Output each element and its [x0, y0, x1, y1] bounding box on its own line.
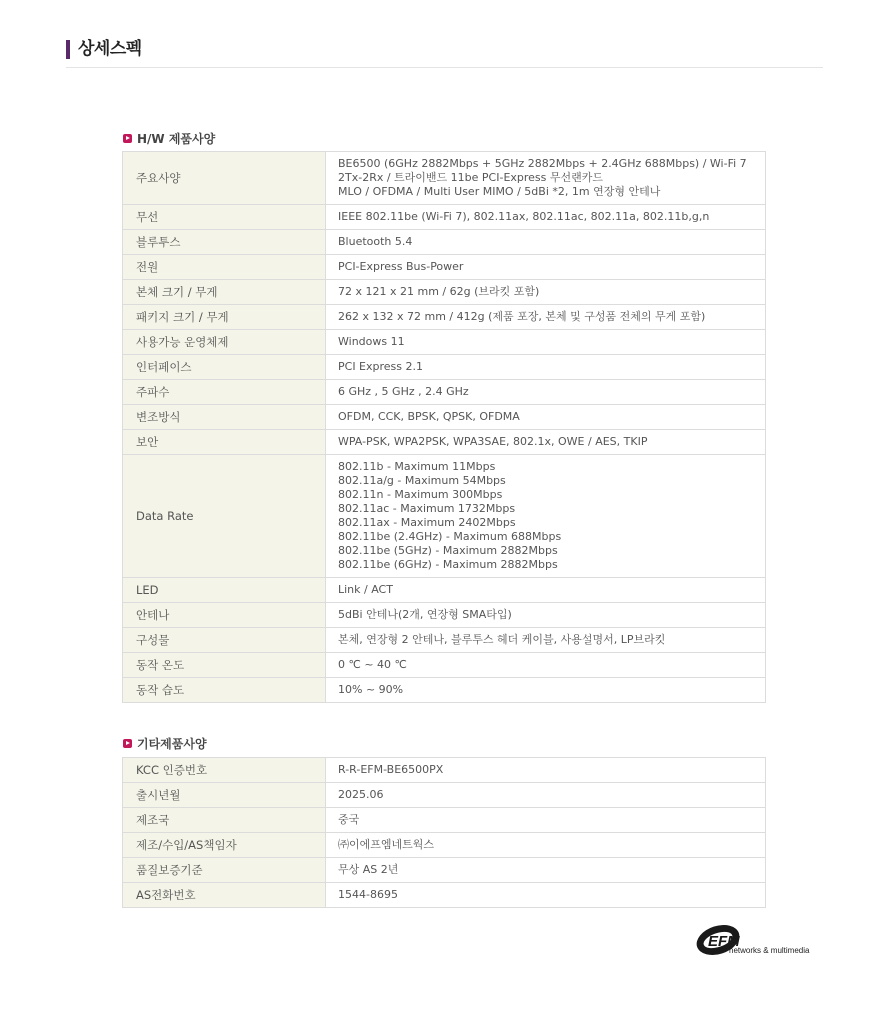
spec-value-line: 6 GHz , 5 GHz , 2.4 GHz: [338, 385, 469, 398]
spec-value: [326, 833, 766, 858]
spec-value-line: 262 x 132 x 72 mm / 412g (제품 포장, 본체 및 구성품 전체의 무게 포함): [338, 310, 706, 323]
spec-value: [326, 255, 766, 280]
spec-value: [326, 152, 766, 205]
spec-key: 사용가능 운영체제: [123, 330, 326, 355]
hw-spec-row: [123, 678, 766, 703]
hw-spec-row: [123, 305, 766, 330]
hw-spec-row: [123, 578, 766, 603]
spec-value-line: 중국: [338, 813, 360, 826]
spec-value-line: 본체, 연장형 2 안테나, 블루투스 헤더 케이블, 사용설명서, LP브라킷: [338, 633, 666, 646]
spec-key: 제조국: [123, 808, 326, 833]
spec-value: [326, 653, 766, 678]
spec-value-line: 2Tx-2Rx / 트라이밴드 11be PCI-Express 무선랜카드: [338, 171, 604, 184]
etc-spec-row: [123, 758, 766, 783]
spec-value-line: PCI Express 2.1: [338, 360, 423, 373]
spec-value: [326, 280, 766, 305]
spec-value: [326, 603, 766, 628]
spec-value-line: BE6500 (6GHz 2882Mbps + 5GHz 2882Mbps + 2.4GHz 688Mbps) / Wi-Fi 7: [338, 157, 747, 170]
page-title: 상세스펙: [78, 39, 142, 59]
spec-key: Data Rate: [123, 455, 326, 578]
spec-value: [326, 380, 766, 405]
hw-spec-row: [123, 205, 766, 230]
bullet-arrow-icon: [123, 739, 132, 748]
spec-value-line: 802.11a/g - Maximum 54Mbps: [338, 474, 506, 487]
hw-section-label: H/W 제품사양: [137, 132, 216, 146]
spec-key: 구성물: [123, 628, 326, 653]
spec-key: 본체 크기 / 무게: [123, 280, 326, 305]
spec-value-line: 802.11ax - Maximum 2402Mbps: [338, 516, 516, 529]
spec-value: [326, 678, 766, 703]
spec-key: 제조/수입/AS책임자: [123, 833, 326, 858]
hw-spec-row: [123, 603, 766, 628]
hw-spec-row: [123, 430, 766, 455]
spec-key: 인터페이스: [123, 355, 326, 380]
spec-value-line: OFDM, CCK, BPSK, QPSK, OFDMA: [338, 410, 520, 423]
spec-value: [326, 628, 766, 653]
hw-spec-row: [123, 330, 766, 355]
spec-value-line: IEEE 802.11be (Wi-Fi 7), 802.11ax, 802.11ac, 802.11a, 802.11b,g,n: [338, 210, 710, 223]
spec-value: [326, 430, 766, 455]
spec-value-line: ㈜이에프엠네트웍스: [338, 838, 435, 851]
spec-value: [326, 578, 766, 603]
spec-value-line: MLO / OFDMA / Multi User MIMO / 5dBi *2, 1m 연장형 안테나: [338, 185, 661, 198]
spec-value: [326, 455, 766, 578]
hw-spec-row: [123, 653, 766, 678]
spec-value-line: 무상 AS 2년: [338, 863, 399, 876]
etc-section-title: [123, 736, 207, 752]
spec-key: 전원: [123, 255, 326, 280]
spec-value: [326, 405, 766, 430]
logo-tagline: networks & multimedia: [729, 946, 810, 955]
etc-spec-table: [122, 757, 766, 908]
hw-spec-row: [123, 405, 766, 430]
hw-spec-row: [123, 628, 766, 653]
spec-key: 주요사양: [123, 152, 326, 205]
spec-value-line: 802.11b - Maximum 11Mbps: [338, 460, 496, 473]
spec-value-line: 72 x 121 x 21 mm / 62g (브라킷 포함): [338, 285, 540, 298]
spec-key: 보안: [123, 430, 326, 455]
spec-value: [326, 230, 766, 255]
spec-key: AS전화번호: [123, 883, 326, 908]
spec-key: 안테나: [123, 603, 326, 628]
spec-key: 패키지 크기 / 무게: [123, 305, 326, 330]
etc-spec-row: [123, 858, 766, 883]
efm-logo: [694, 922, 824, 958]
etc-section-label: 기타제품사양: [137, 737, 207, 751]
hw-spec-row: [123, 230, 766, 255]
spec-value-line: 0 ℃ ~ 40 ℃: [338, 658, 407, 671]
etc-spec-row: [123, 883, 766, 908]
hw-spec-row: [123, 455, 766, 578]
spec-key: 주파수: [123, 380, 326, 405]
spec-key: 블루투스: [123, 230, 326, 255]
hw-spec-row: [123, 280, 766, 305]
spec-key: 변조방식: [123, 405, 326, 430]
spec-value-line: PCI-Express Bus-Power: [338, 260, 464, 273]
spec-value-line: R-R-EFM-BE6500PX: [338, 763, 444, 776]
hw-spec-row: [123, 380, 766, 405]
spec-key: 동작 습도: [123, 678, 326, 703]
etc-spec-row: [123, 783, 766, 808]
spec-value-line: Bluetooth 5.4: [338, 235, 413, 248]
spec-value-line: Link / ACT: [338, 583, 393, 596]
hw-spec-row: [123, 152, 766, 205]
spec-value-line: 5dBi 안테나(2개, 연장형 SMA타입): [338, 608, 512, 621]
spec-key: 무선: [123, 205, 326, 230]
etc-spec-row: [123, 833, 766, 858]
spec-value: [326, 305, 766, 330]
spec-value: [326, 205, 766, 230]
etc-spec-row: [123, 808, 766, 833]
bullet-arrow-icon: [123, 134, 132, 143]
hw-spec-row: [123, 355, 766, 380]
spec-value-line: Windows 11: [338, 335, 405, 348]
spec-value-line: 1544-8695: [338, 888, 398, 901]
logo-mark: EFM: [708, 933, 740, 950]
spec-value: [326, 758, 766, 783]
spec-key: KCC 인증번호: [123, 758, 326, 783]
spec-value-line: 802.11ac - Maximum 1732Mbps: [338, 502, 516, 515]
spec-value-line: 802.11be (2.4GHz) - Maximum 688Mbps: [338, 530, 562, 543]
hw-spec-row: [123, 255, 766, 280]
title-accent-bar: [66, 40, 70, 59]
spec-key: 출시년월: [123, 783, 326, 808]
hw-section-title: [123, 131, 215, 147]
spec-value-line: 802.11n - Maximum 300Mbps: [338, 488, 503, 501]
spec-value: [326, 783, 766, 808]
spec-value: [326, 858, 766, 883]
spec-value-line: 10% ~ 90%: [338, 683, 404, 696]
spec-key: 품질보증기준: [123, 858, 326, 883]
spec-value: [326, 808, 766, 833]
spec-value: [326, 355, 766, 380]
spec-value-line: 2025.06: [338, 788, 384, 801]
spec-key: 동작 온도: [123, 653, 326, 678]
page-header: [66, 38, 823, 68]
hw-spec-table: [122, 151, 766, 703]
spec-value-line: 802.11be (6GHz) - Maximum 2882Mbps: [338, 558, 558, 571]
spec-key: LED: [123, 578, 326, 603]
spec-value: [326, 330, 766, 355]
spec-value: [326, 883, 766, 908]
spec-value-line: 802.11be (5GHz) - Maximum 2882Mbps: [338, 544, 558, 557]
spec-value-line: WPA-PSK, WPA2PSK, WPA3SAE, 802.1x, OWE / AES, TKIP: [338, 435, 648, 448]
